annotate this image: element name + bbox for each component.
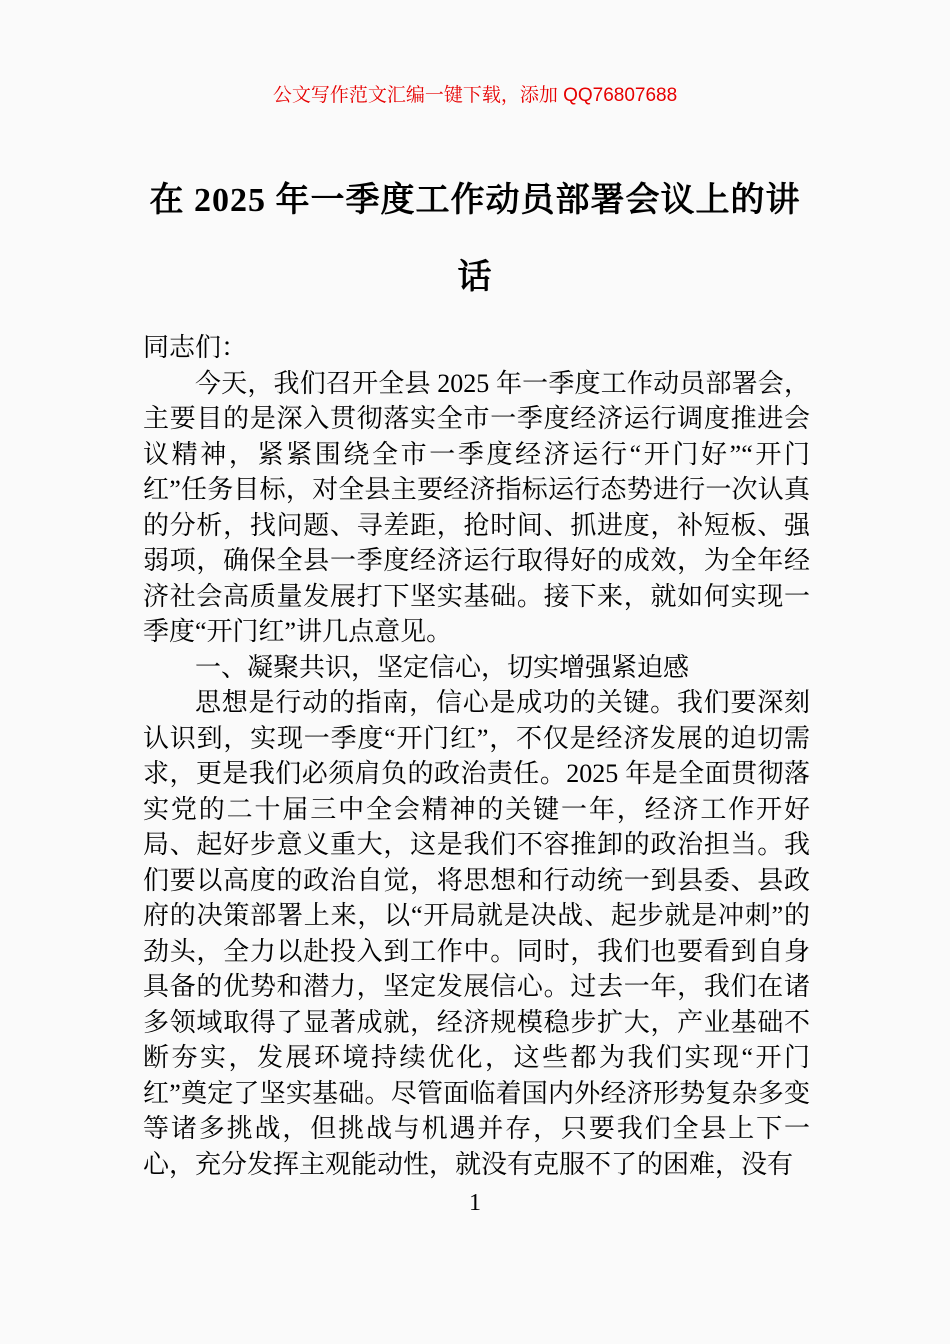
page-number: 1 [469,1190,481,1216]
section-heading-1: 一、凝聚共识，坚定信心，切实增强紧迫感 [195,652,690,682]
header-notice: 公文写作范文汇编一键下载，添加 QQ76807688 [272,85,678,106]
paragraph-section-1-body: 思想是行动的指南，信心是成功的关键。我们要深刻认识到，实现一季度“开门红”，不仅是经济发展的迫切需求，更是我们必须肩负的政治责任。2025 年是全面贯彻落实党的二十届三中全会精神的关键一年，经济工作开好局、起好步意义重大，这是我们不容推卸的政治担当。我们要以高度的政治自觉，将思想和行动统一到县委、县政府的决策部署上来，以“开局就是决战、起步就是冲刺”的劲头，全力以赴投入到工作中。同时，我们也要看到自身具备的优势和潜力，坚定发展信心。过去一年，我们在诸多领域取得了显著成就，经济规模稳步扩大，产业基础不断夯实，发展环境持续优化，这些都为我们实现“开门红”奠定了坚实基础。尽管面临着国内外经济形势复杂多变等诸多挑战，但挑战与机遇并存，只要我们全县上下一心，充分发挥主观能动性，就没有克服不了的困难，没有 [143,688,810,1179]
paragraph-salutation: 同志们： [143,333,248,362]
document-body [143,330,810,1182]
document-title: 在 2025 年一季度工作动员部署会议上的讲话 [149,182,801,296]
paragraph-intro: 今天，我们召开全县 2025 年一季度工作动员部署会，主要目的是深入贯彻落实全市一季度经济运行调度推进会议精神，紧紧围绕全市一季度经济运行“开门好”“开门红”任务目标，对全县主要经济指标运行态势进行一次认真的分析，找问题、寻差距，抢时间、抓进度，补短板、强弱项，确保全县一季度经济运行取得好的成效，为全年经济社会高质量发展打下坚实基础。接下来，就如何实现一季度“开门红”讲几点意见。 [143,368,810,646]
